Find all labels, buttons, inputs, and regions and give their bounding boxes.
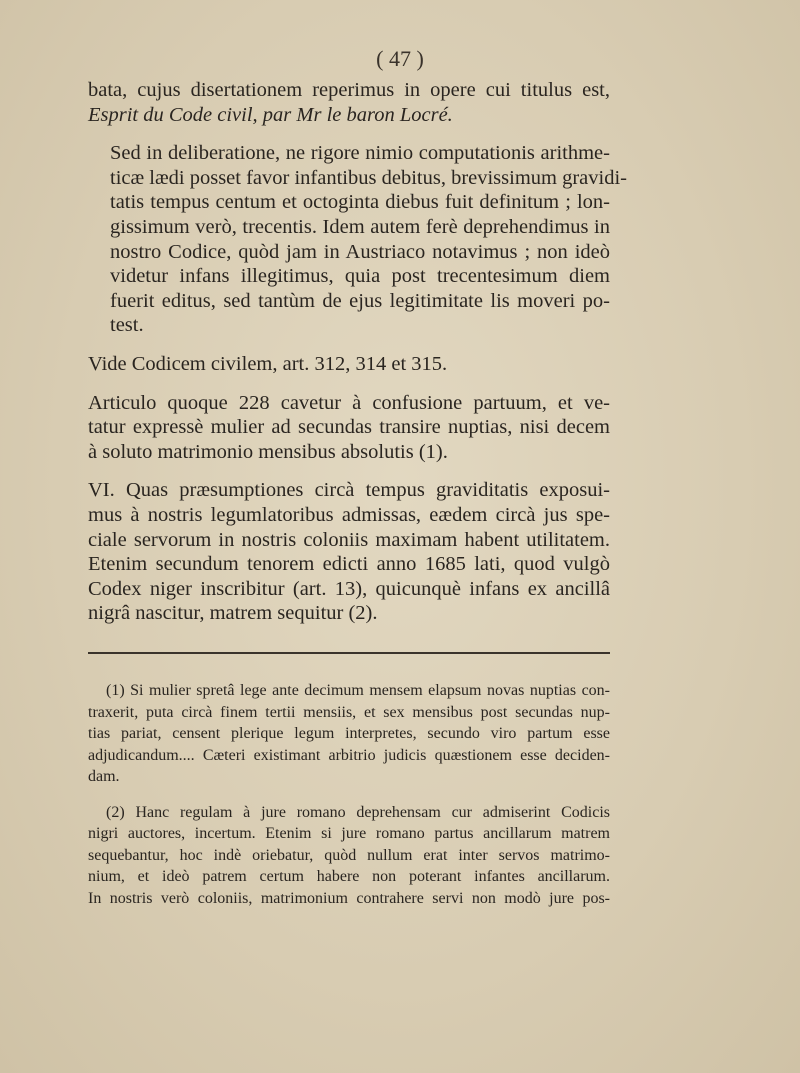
- text-line: test.: [110, 314, 144, 337]
- footnote-line: (2) Hanc regulam à jure romano deprehensam cur admiserint Codicis: [106, 803, 610, 821]
- footnote-line: sequebantur, hoc indè oriebatur, quòd nullum erat inter servos matrimo-: [88, 846, 610, 864]
- paragraph-5: [88, 478, 610, 626]
- footnote-divider: [88, 652, 610, 654]
- footnote-line: (1) Si mulier spretâ lege ante decimum mensem elapsum novas nuptias con-: [106, 682, 610, 699]
- footnote-1: [88, 680, 610, 788]
- footnote-line: nigri auctores, incertum. Etenim si jure romano partus ancillarum matrem: [88, 825, 610, 842]
- footnote-line: dam.: [88, 768, 120, 785]
- footnote-2: [88, 802, 610, 910]
- text-line: bata, cujus disertationem reperimus in opere cui titulus est,: [88, 79, 610, 101]
- text-line: VI. Quas præsumptiones circà tempus graviditatis exposui-: [88, 479, 610, 502]
- text-line: ticæ lædi posset favor infantibus debitus, brevissimum gravidi-: [110, 166, 627, 189]
- text-line: tatis tempus centum et octoginta diebus fuit definitum ; lon-: [110, 191, 610, 214]
- text-line: mus à nostris legumlatoribus admissas, eædem circà jus spe-: [88, 503, 610, 526]
- text-line: Sed in deliberatione, ne rigore nimio computationis arithme-: [110, 142, 610, 165]
- text-line: tatur expressè mulier ad secundas transire nuptias, nisi decem: [88, 416, 610, 439]
- footnote-line: traxerit, puta circà finem tertii mensiis, et sex mensibus post secundas nup-: [88, 703, 610, 721]
- text-line: Codex niger inscribitur (art. 13), quicunquè infans ex ancillâ: [88, 577, 610, 600]
- page-number: ( 47 ): [376, 46, 424, 71]
- text-line: Esprit du Code civil, par Mr le baron Locré.: [88, 103, 453, 126]
- text-line: videtur infans illegitimus, quia post trecentesimum diem: [110, 265, 610, 288]
- paragraph-1: [88, 78, 610, 127]
- footnotes: [88, 680, 610, 923]
- text-line: nigrâ nascitur, matrem sequitur (2).: [88, 602, 378, 625]
- text-line: fuerit editus, sed tantùm de ejus legitimitate lis moveri po-: [110, 289, 610, 312]
- text-line: ciale servorum in nostris coloniis maximam habent utilitatem.: [88, 528, 610, 551]
- paragraph-3: [88, 352, 610, 377]
- text-line: à soluto matrimonio mensibus absolutis (1).: [88, 440, 448, 463]
- text-line: gissimum verò, trecentis. Idem autem ferè deprehendimus in: [110, 215, 610, 238]
- footnote-line: tias pariat, censent plerique legum interpretes, secundo viro partum esse: [88, 725, 610, 742]
- text-line: Etenim secundum tenorem edicti anno 1685 lati, quod vulgò: [88, 553, 610, 576]
- text-line: Vide Codicem civilem, art. 312, 314 et 315.: [88, 352, 448, 375]
- paragraph-4: [88, 391, 610, 465]
- footnote-line: nium, et ideò patrem certum habere non poterant infantes ancillarum.: [88, 868, 610, 885]
- text-line: nostro Codice, quòd jam in Austriaco notavimus ; non ideò: [110, 240, 610, 263]
- footnote-line: adjudicandum.... Cæteri existimant arbitrio judicis quæstionem esse deciden-: [88, 746, 610, 764]
- paragraph-2: [88, 141, 627, 338]
- main-text: [88, 78, 627, 640]
- text-line: Articulo quoque 228 cavetur à confusione partuum, et ve-: [88, 391, 610, 414]
- footnote-line: In nostris verò coloniis, matrimonium contrahere servi non modò jure pos-: [88, 889, 610, 907]
